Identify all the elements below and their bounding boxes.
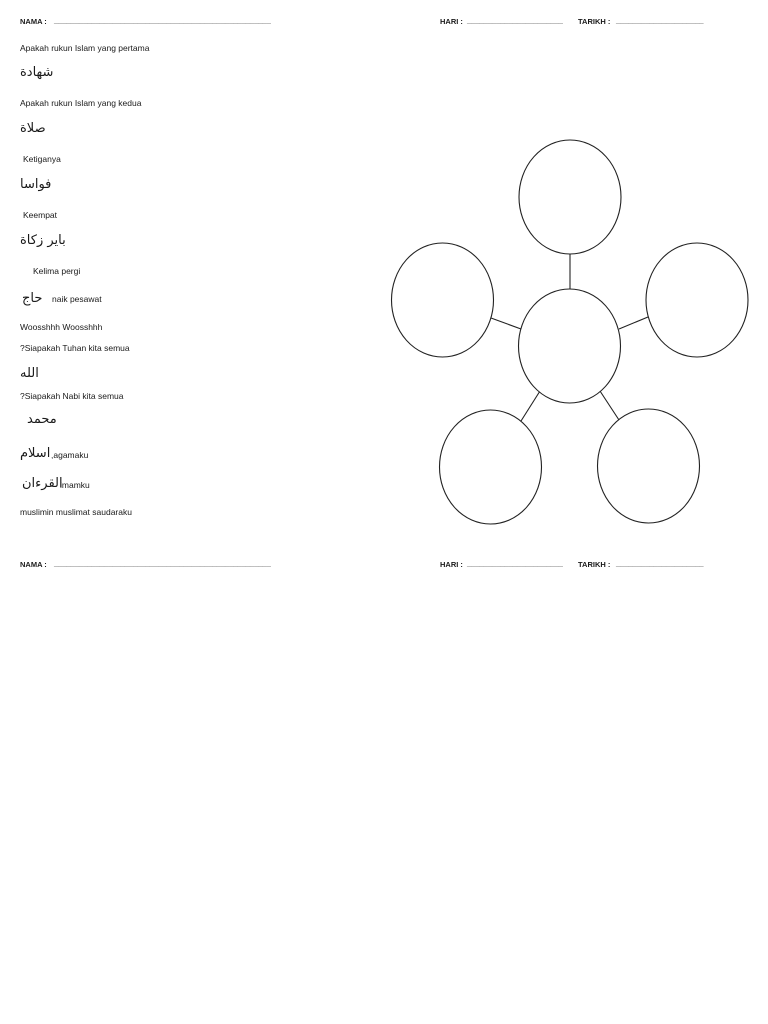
bubble-left[interactable] <box>392 243 494 357</box>
connector-bottom-right <box>600 391 619 420</box>
date-label-bottom: TARIKH : <box>578 560 611 569</box>
bubble-bottom-left[interactable] <box>440 410 542 524</box>
question-7: ?Siapakah Nabi kita semua <box>20 391 124 401</box>
bubble-map-diagram <box>385 135 755 530</box>
name-label-top: NAMA : <box>20 17 47 26</box>
question-1: Apakah rukun Islam yang pertama <box>20 43 150 53</box>
name-label-bottom: NAMA : <box>20 560 47 569</box>
answer-2-arabic: صلاة <box>20 121 46 136</box>
date-label-top: TARIKH : <box>578 17 611 26</box>
answer-5-arabic: حاج <box>22 291 43 306</box>
answer-7-arabic: محمد <box>27 412 57 427</box>
name-line-bottom[interactable]: ____________________________________________________ <box>54 559 271 568</box>
question-5: Kelima pergi <box>33 266 81 276</box>
question-2: Apakah rukun Islam yang kedua <box>20 98 142 108</box>
day-label-bottom: HARI : <box>440 560 463 569</box>
bubble-top[interactable] <box>519 140 621 254</box>
question-3: Ketiganya <box>23 154 61 164</box>
answer-6-arabic: الله <box>20 366 39 381</box>
quran-arabic: القرءان <box>22 476 63 491</box>
question-6: ?Siapakah Tuhan kita semua <box>20 343 130 353</box>
answer-5-suffix: naik pesawat <box>52 294 102 304</box>
last-line: muslimin muslimat saudaraku <box>20 507 132 517</box>
bubble-bottom-right[interactable] <box>598 409 700 523</box>
date-line-bottom[interactable]: _____________________ <box>616 559 704 568</box>
connector-left <box>491 318 521 329</box>
bubble-right[interactable] <box>646 243 748 357</box>
woosh-line: Woosshhh Woosshhh <box>20 322 103 332</box>
connector-right <box>619 317 648 329</box>
bubble-center[interactable] <box>519 289 621 403</box>
islam-arabic: اسلام <box>20 446 51 461</box>
quran-suffix: imamku <box>60 480 90 490</box>
connector-bottom-left <box>521 391 540 421</box>
day-label-top: HARI : <box>440 17 463 26</box>
islam-suffix: ,agamaku <box>51 450 89 460</box>
date-line-top[interactable]: _____________________ <box>616 16 704 25</box>
question-4: Keempat <box>23 210 58 220</box>
answer-3-arabic: فواسا <box>20 177 52 192</box>
answer-4-arabic: باير زكاة <box>20 233 66 248</box>
day-line-top[interactable]: _______________________ <box>467 16 563 25</box>
answer-1-arabic: شهادة <box>20 65 54 80</box>
name-line-top[interactable]: ____________________________________________________ <box>54 16 271 25</box>
day-line-bottom[interactable]: _______________________ <box>467 559 563 568</box>
